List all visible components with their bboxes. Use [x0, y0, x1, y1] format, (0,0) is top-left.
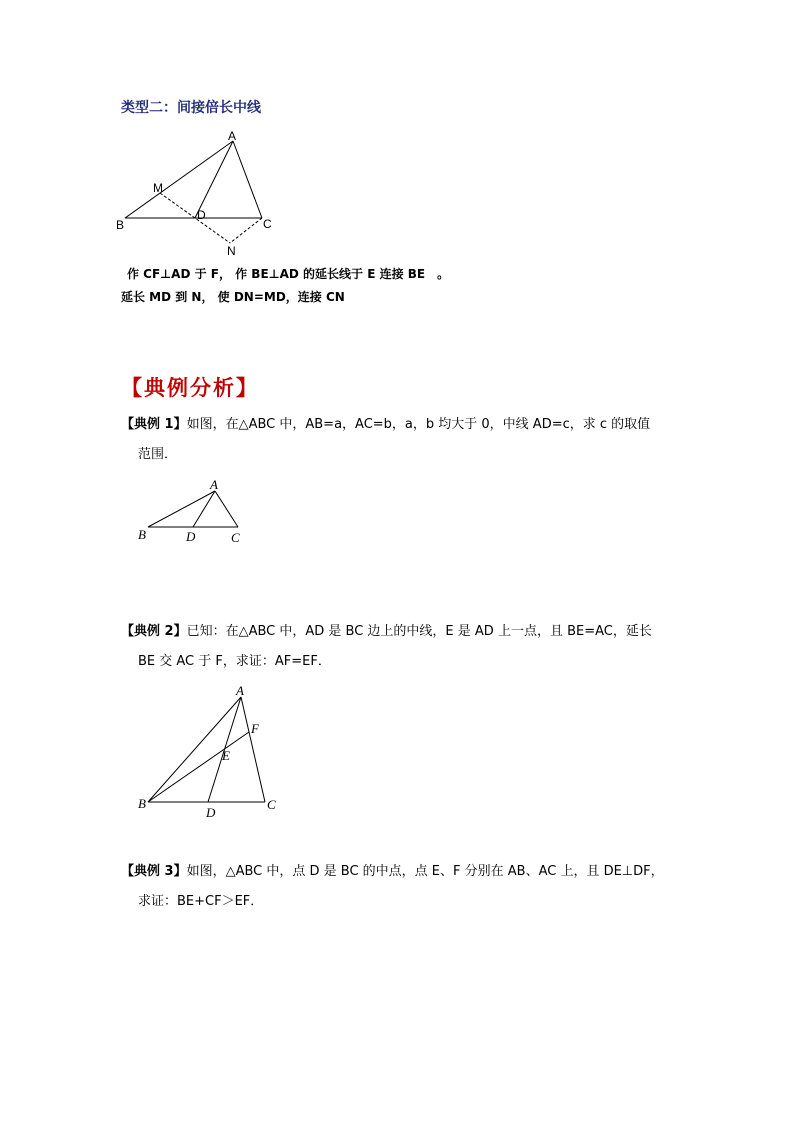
label-n: N: [227, 244, 236, 258]
example-2: [121, 617, 701, 677]
label-c: C: [231, 530, 240, 545]
example-2-tag: 【典例 2】: [121, 624, 187, 639]
segment-ac: [215, 491, 238, 527]
example-3: [121, 857, 701, 917]
segment-ba: [148, 491, 215, 527]
label-c: C: [263, 217, 272, 231]
label-b: B: [138, 527, 146, 542]
label-d: D: [206, 805, 216, 820]
label-m: M: [153, 181, 163, 195]
segment-ba: [125, 141, 233, 218]
figure-example-1: [130, 475, 260, 550]
example-1: [121, 410, 701, 470]
label-d: D: [186, 529, 196, 544]
figure-example-2: [130, 682, 290, 822]
label-e: E: [222, 748, 230, 763]
segment-bf: [148, 732, 249, 802]
example-1-line2: 范围．: [138, 447, 178, 462]
segment-ac: [233, 141, 262, 218]
label-b: B: [138, 796, 146, 811]
section-title: 类型二：间接倍长中线: [121, 100, 261, 116]
label-d: D: [197, 208, 206, 222]
example-1-line1: 如图，在△ABC 中，AB=a，AC=b，a，b 均大于 0，中线 AD=c，求 c 的取值: [186, 417, 651, 432]
segment-cn-dashed: [230, 218, 262, 243]
label-c: C: [267, 797, 276, 812]
segment-ac: [241, 697, 265, 802]
label-f: F: [251, 721, 259, 736]
segment-ad: [195, 141, 233, 218]
figure-median-doubling: [110, 130, 290, 260]
example-3-line2: 求证：BE+CF＞EF．: [138, 894, 264, 909]
analysis-heading: 【典例分析】: [121, 375, 259, 400]
label-a: A: [228, 129, 237, 143]
example-3-tag: 【典例 3】: [121, 864, 187, 879]
note-line-1: 作 CF⊥AD 于 F， 作 BE⊥AD 的延长线于 E 连接 BE 。: [127, 267, 450, 281]
label-a: A: [236, 683, 244, 698]
label-a: A: [210, 477, 218, 492]
example-1-tag: 【典例 1】: [121, 417, 187, 432]
label-b: B: [116, 218, 125, 232]
note-line-2: 延长 MD 到 N， 使 DN=MD，连接 CN: [121, 290, 345, 304]
example-2-line1: 已知：在△ABC 中，AD 是 BC 边上的中线，E 是 AD 上一点，且 BE=AC，延长: [186, 624, 652, 639]
example-3-line1: 如图，△ABC 中，点 D 是 BC 的中点，点 E、F 分别在 AB、AC 上，且 DE⊥DF，: [186, 864, 664, 879]
example-2-line2: BE 交 AC 于 F，求证：AF=EF．: [138, 654, 331, 669]
